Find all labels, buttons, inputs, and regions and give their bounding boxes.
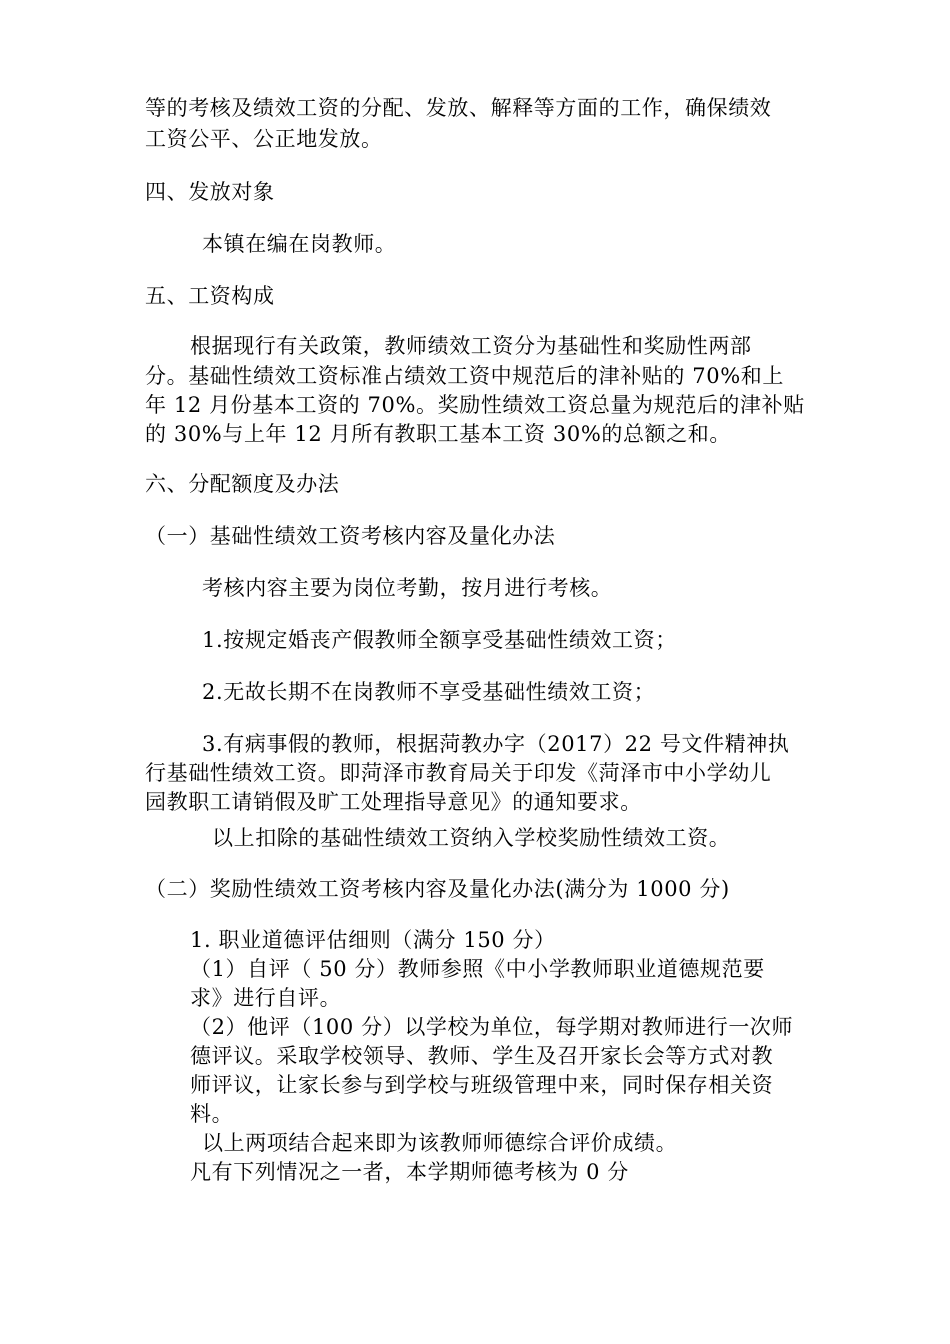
paragraph-line: （2）他评（100 分）以学校为单位，每学期对教师进行一次师	[190, 1015, 794, 1039]
paragraph-line: 求》进行自评。	[190, 986, 342, 1010]
paragraph-line: 料。	[190, 1102, 234, 1126]
paragraph-line: 工资公平、公正地发放。	[145, 127, 383, 151]
paragraph-line: 师评议，让家长参与到学校与班级管理中来，同时保存相关资	[190, 1073, 774, 1097]
paragraph-line: 凡有下列情况之一者，本学期师德考核为 0 分	[190, 1160, 629, 1184]
section-heading: 五、工资构成	[145, 284, 275, 308]
paragraph-line: （1）自评（ 50 分）教师参照《中小学教师职业道德规范要	[190, 957, 765, 981]
paragraph-line: 以上两项结合起来即为该教师师德综合评价成绩。	[202, 1131, 678, 1155]
paragraph-line: 的 30%与上年 12 月所有教职工基本工资 30%的总额之和。	[145, 422, 731, 446]
list-item: 1.按规定婚丧产假教师全额享受基础性绩效工资；	[202, 628, 677, 652]
list-item: 2.无故长期不在岗教师不享受基础性绩效工资；	[202, 680, 656, 704]
list-item: 1. 职业道德评估细则（满分 150 分）	[190, 928, 556, 952]
subsection-heading: （一）基础性绩效工资考核内容及量化办法	[145, 524, 556, 548]
paragraph-line: 行基础性绩效工资。即菏泽市教育局关于印发《菏泽市中小学幼儿	[145, 761, 772, 785]
subsection-heading: （二）奖励性绩效工资考核内容及量化办法(满分为 1000 分)	[145, 877, 730, 901]
paragraph-line: 等的考核及绩效工资的分配、发放、解释等方面的工作，确保绩效	[145, 96, 772, 120]
paragraph-line: 以上扣除的基础性绩效工资纳入学校奖励性绩效工资。	[212, 826, 731, 850]
paragraph-line: 分。基础性绩效工资标准占绩效工资中规范后的津补贴的 70%和上	[145, 364, 784, 388]
paragraph-line: 德评议。采取学校领导、教师、学生及召开家长会等方式对教	[190, 1044, 774, 1068]
paragraph-line: 考核内容主要为岗位考勤，按月进行考核。	[202, 576, 613, 600]
section-heading: 六、分配额度及办法	[145, 472, 340, 496]
list-item: 3.有病事假的教师，根据菏教办字（2017）22 号文件精神执	[202, 732, 790, 756]
paragraph-line: 园教职工请销假及旷工处理指导意见》的通知要求。	[145, 790, 642, 814]
paragraph-line: 本镇在编在岗教师。	[202, 232, 397, 256]
section-heading: 四、发放对象	[145, 180, 275, 204]
paragraph-line: 年 12 月份基本工资的 70%。奖励性绩效工资总量为规范后的津补贴	[145, 393, 805, 417]
paragraph-line: 根据现行有关政策，教师绩效工资分为基础性和奖励性两部	[190, 334, 752, 358]
